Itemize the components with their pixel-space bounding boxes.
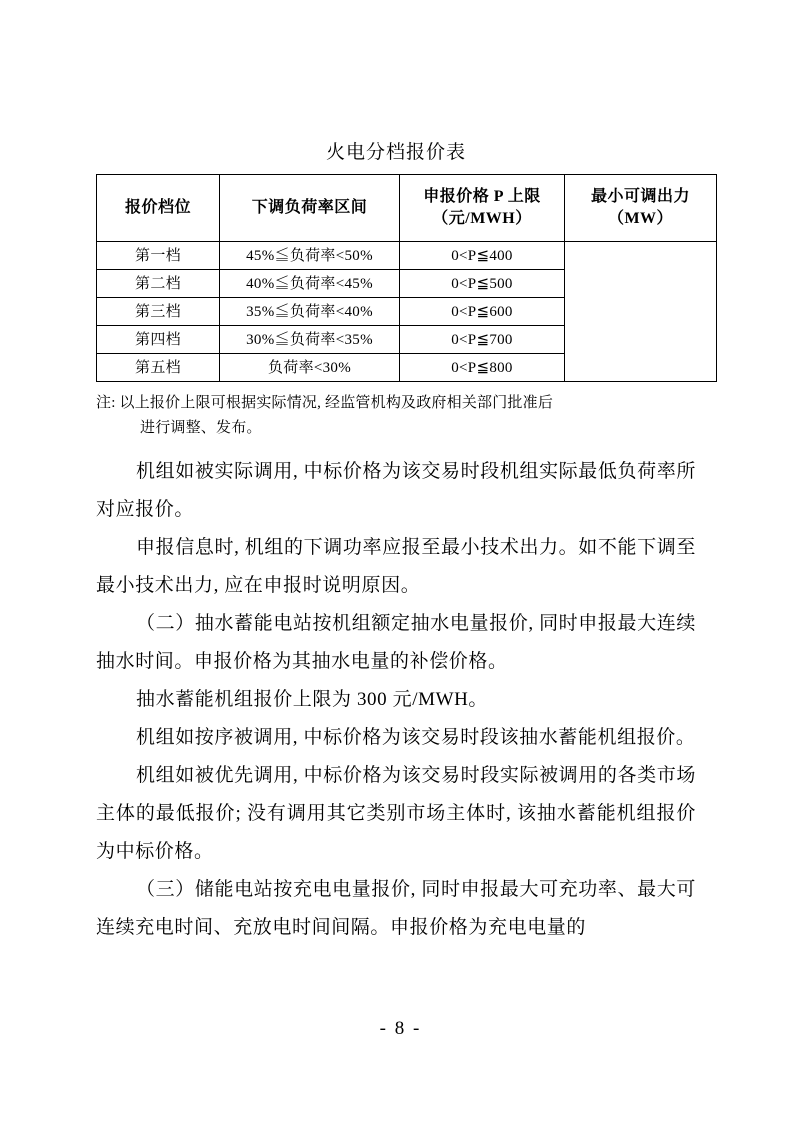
- cell-price-cap: 0<P≦800: [400, 354, 565, 382]
- page-number: - 8 -: [379, 1018, 422, 1039]
- column-header-min-output: [565, 175, 717, 242]
- page-content: [96, 140, 696, 947]
- table-note-line1: 注: 以上报价上限可根据实际情况, 经监管机构及政府相关部门批准后: [96, 395, 554, 411]
- column-header-min-output-line1: 最小可调出力: [590, 188, 690, 205]
- paragraph-6: 机组如被优先调用, 中标价格为该交易时段实际被调用的各类市场主体的最低报价; 没有调用其它类别市场主体时, 该抽水蓄能机组报价为中标价格。: [96, 765, 696, 862]
- cell-price-cap: 0<P≦700: [400, 326, 565, 354]
- cell-tier: 第二档: [97, 270, 220, 298]
- column-header-load-range: 下调负荷率区间: [220, 175, 400, 242]
- table-row: [97, 242, 717, 270]
- cell-tier: 第五档: [97, 354, 220, 382]
- cell-load-range: 35%≦负荷率<40%: [220, 298, 400, 326]
- pricing-table: [96, 174, 717, 382]
- cell-price-cap: 0<P≦400: [400, 242, 565, 270]
- column-header-price-cap: [400, 175, 565, 242]
- cell-tier: 第四档: [97, 326, 220, 354]
- paragraph-7: （三）储能电站按充电电量报价, 同时申报最大可充功率、最大可连续充电时间、充放电时间间隔。申报价格为充电电量的: [96, 879, 696, 938]
- paragraph-2: 申报信息时, 机组的下调功率应报至最小技术出力。如不能下调至最小技术出力, 应在申报时说明原因。: [96, 537, 696, 596]
- column-header-price-cap-line1: 申报价格 P 上限: [423, 188, 541, 205]
- paragraph-4: 抽水蓄能机组报价上限为 300 元/MWH。: [136, 689, 489, 710]
- cell-min-output-merged: [565, 242, 717, 382]
- column-header-price-cap-line2: （元/MWH）: [432, 210, 532, 227]
- cell-price-cap: 0<P≦500: [400, 270, 565, 298]
- cell-load-range: 40%≦负荷率<45%: [220, 270, 400, 298]
- cell-tier: 第一档: [97, 242, 220, 270]
- table-title: 火电分档报价表: [325, 142, 466, 163]
- table-header-row: [97, 175, 717, 242]
- column-header-tier: 报价档位: [97, 175, 220, 242]
- cell-load-range: 30%≦负荷率<35%: [220, 326, 400, 354]
- column-header-min-output-line2: （MW）: [607, 210, 674, 227]
- cell-load-range: 45%≦负荷率<50%: [220, 242, 400, 270]
- table-note-line2: 进行调整、发布。: [140, 420, 262, 436]
- paragraph-5: 机组如按序被调用, 中标价格为该交易时段该抽水蓄能机组报价。: [136, 727, 696, 748]
- paragraph-3: （二）抽水蓄能电站按机组额定抽水电量报价, 同时申报最大连续抽水时间。申报价格为其抽水电量的补偿价格。: [96, 613, 696, 672]
- cell-tier: 第三档: [97, 298, 220, 326]
- cell-load-range: 负荷率<30%: [220, 354, 400, 382]
- table-note: [96, 391, 696, 441]
- paragraph-1: 机组如被实际调用, 中标价格为该交易时段机组实际最低负荷率所对应报价。: [96, 461, 696, 520]
- cell-price-cap: 0<P≦600: [400, 298, 565, 326]
